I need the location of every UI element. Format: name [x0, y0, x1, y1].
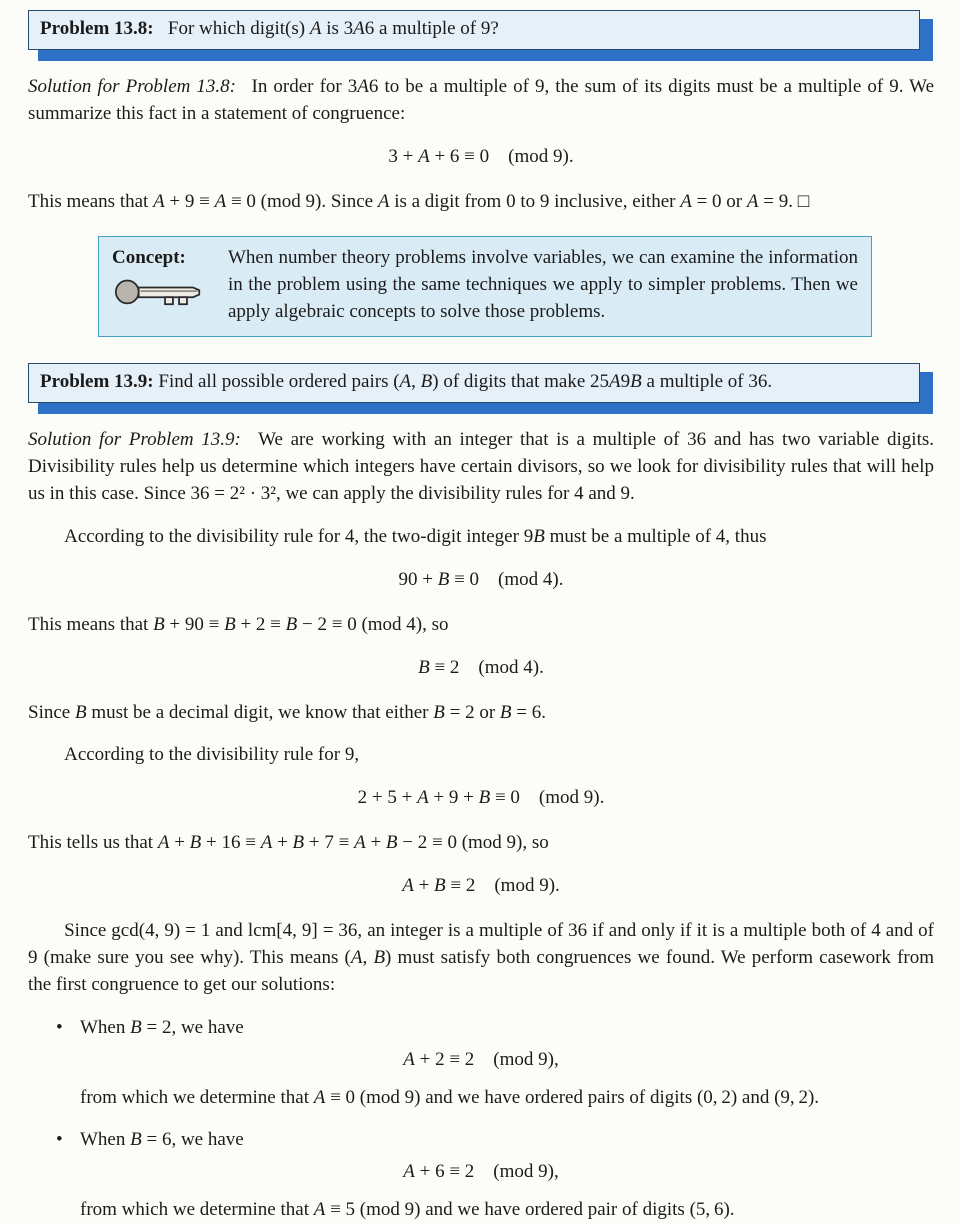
- problem-box-13-9: [28, 363, 920, 403]
- problem-13-8-statement: For which digit(s) A is 3A6 a multiple of 9?: [158, 18, 499, 39]
- equation-rule-of-4: 90 + B ≡ 0 (mod 4).: [398, 568, 564, 590]
- solution-13-9-paragraph-3: This means that B + 90 ≡ B + 2 ≡ B − 2 ≡ 0 (mod 4), so: [28, 613, 449, 635]
- solution-13-9-paragraph-1: [28, 427, 934, 508]
- case-intro-row: [28, 1127, 934, 1154]
- solution-13-8-text-1: In order for 3A6 to be a multiple of 9, the sum of its digits must be a multiple of 9. We summarize this fact in a statement of congruence:: [28, 75, 935, 124]
- key-icon: [114, 277, 214, 322]
- case-b6-conclusion: from which we determine that A ≡ 5 (mod 9) and we have ordered pair of digits (5, 6).: [80, 1199, 735, 1221]
- problem-box-body: [28, 10, 920, 50]
- solution-13-9-lead: Solution for Problem 13.9:: [28, 428, 241, 450]
- equation-case-b2: A + 2 ≡ 2 (mod 9),: [403, 1049, 559, 1071]
- solution-13-9-text-1: We are working with an integer that is a multiple of 36 and has two variable digits. Divisibility rules help us determine which integers have certain divisors, so we look for divisibility rules that will help us in this case. Since 36 = 2² · 3², we can apply the divisibility rules for 4 and 9.: [28, 428, 934, 504]
- solution-13-8-paragraph-2: This means that A + 9 ≡ A ≡ 0 (mod 9). Since A is a digit from 0 to 9 inclusive, either A = 0 or A = 9. □: [28, 190, 810, 212]
- solution-13-8-paragraph-1: [28, 74, 934, 128]
- case-b6-intro: When B = 6, we have: [80, 1129, 244, 1151]
- concept-box: [98, 236, 872, 337]
- concept-text: When number theory problems involve variables, we can examine the information in the problem using the same techniques we apply to simpler problems. Then we apply algebraic concepts to solve those problems.: [228, 246, 858, 322]
- case-b2-intro: When B = 2, we have: [80, 1017, 244, 1039]
- equation-a-plus-b-mod-9: A + B ≡ 2 (mod 9).: [402, 875, 560, 897]
- solution-13-9-paragraph-7: Since gcd(4, 9) = 1 and lcm[4, 9] = 36, an integer is a multiple of 36 if and only if it is a multiple both of 4 and of 9 (make sure you see why). This means (A, B) must satisfy both congruences we found. We perform casework from the first congruence to get our solutions:: [28, 920, 935, 996]
- casework-list: [28, 1015, 934, 1224]
- case-b2-conclusion: from which we determine that A ≡ 0 (mod 9) and we have ordered pairs of digits (0, 2) and (9, 2).: [80, 1087, 820, 1109]
- solution-13-9-paragraph-5: According to the divisibility rule for 9,: [64, 744, 360, 766]
- bullet-icon: •: [56, 1017, 63, 1039]
- case-intro-row: [28, 1015, 934, 1042]
- case-b-equals-6: [28, 1127, 934, 1224]
- equation-b-mod-4: B ≡ 2 (mod 4).: [418, 656, 544, 678]
- problem-box-13-8: [28, 10, 920, 50]
- bullet-icon: •: [56, 1129, 63, 1151]
- solution-13-8-lead: Solution for Problem 13.8:: [28, 75, 236, 97]
- equation-13-8-congruence: 3 + A + 6 ≡ 0 (mod 9).: [388, 145, 574, 167]
- equation-rule-of-9: 2 + 5 + A + 9 + B ≡ 0 (mod 9).: [357, 787, 605, 809]
- problem-13-9-label: Problem 13.9:: [40, 370, 154, 392]
- solution-13-9-paragraph-6: This tells us that A + B + 16 ≡ A + B + 7 ≡ A + B − 2 ≡ 0 (mod 9), so: [28, 832, 549, 854]
- problem-box-body: [28, 363, 920, 403]
- case-b-equals-2: [28, 1015, 934, 1112]
- concept-label: Concept:: [112, 246, 186, 268]
- problem-13-8-label: Problem 13.8:: [40, 18, 154, 39]
- equation-case-b6: A + 6 ≡ 2 (mod 9),: [403, 1161, 559, 1183]
- solution-13-9-paragraph-4: Since B must be a decimal digit, we know that either B = 2 or B = 6.: [28, 701, 546, 723]
- concept-label-column: [112, 245, 214, 326]
- problem-13-9-statement: Find all possible ordered pairs (A, B) of digits that make 25A9B a multiple of 36.: [158, 370, 773, 392]
- solution-13-9-paragraph-2: According to the divisibility rule for 4, the two-digit integer 9B must be a multiple of 4, thus: [64, 525, 767, 547]
